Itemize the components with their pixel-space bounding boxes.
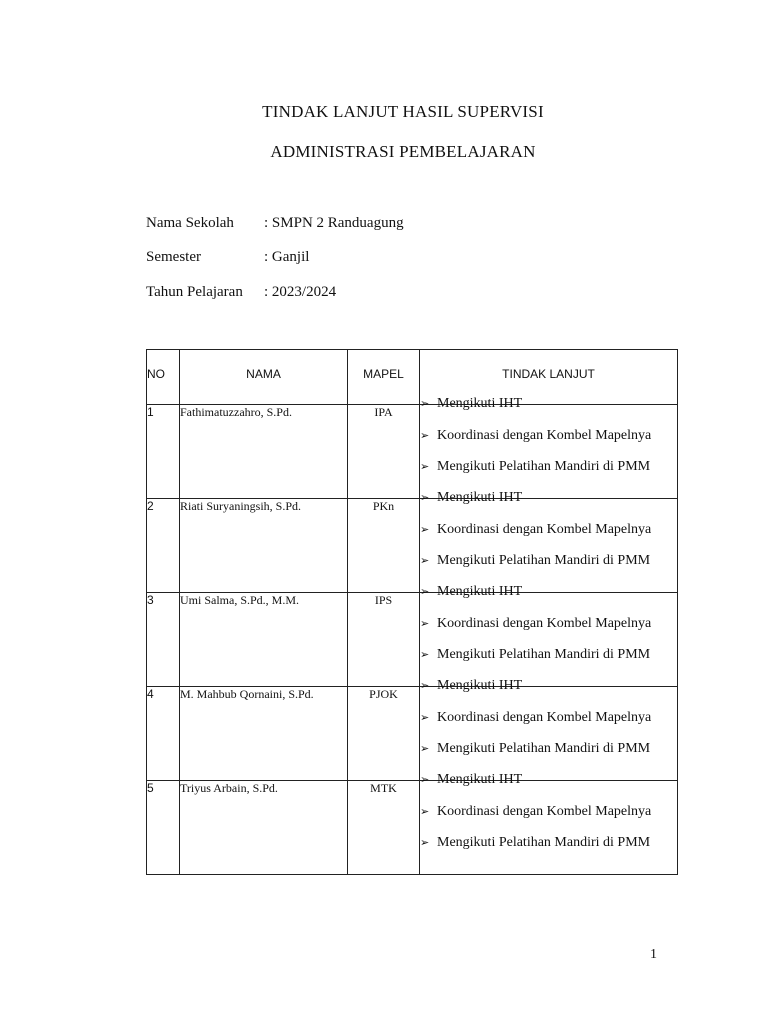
arrowhead-bullet-icon: ➢ — [420, 429, 430, 442]
arrowhead-bullet-icon: ➢ — [420, 836, 430, 849]
info-value: : 2023/2024 — [264, 284, 337, 300]
row-number: 1 — [147, 405, 180, 499]
row-number: 4 — [147, 687, 180, 781]
follow-up-item — [420, 711, 677, 742]
follow-up-item — [420, 460, 677, 491]
follow-up-text: Mengikuti Pelatihan Mandiri di PMM — [437, 741, 651, 756]
header-no: NO — [147, 350, 180, 405]
follow-up-text: Mengikuti IHT — [437, 584, 523, 599]
document-subtitle: ADMINISTRASI PEMBELAJARAN — [270, 142, 536, 161]
arrowhead-bullet-icon: ➢ — [420, 648, 430, 661]
follow-up-text: Mengikuti Pelatihan Mandiri di PMM — [437, 835, 651, 850]
follow-up-item — [420, 491, 677, 522]
follow-up-item — [420, 805, 677, 836]
follow-up-item — [420, 585, 677, 616]
document-title: TINDAK LANJUT HASIL SUPERVISI — [262, 102, 544, 121]
row-number: 5 — [147, 781, 180, 875]
header-tindak-lanjut: TINDAK LANJUT — [420, 350, 678, 405]
arrowhead-bullet-icon: ➢ — [420, 742, 430, 755]
arrowhead-bullet-icon: ➢ — [420, 773, 430, 786]
header-mapel: MAPEL — [348, 350, 420, 405]
arrowhead-bullet-icon: ➢ — [420, 554, 430, 567]
follow-up-text: Mengikuti Pelatihan Mandiri di PMM — [437, 647, 651, 662]
teacher-name: Umi Salma, S.Pd., M.M. — [180, 593, 348, 687]
follow-up-list — [420, 678, 678, 781]
subject: MTK — [348, 781, 420, 875]
arrowhead-bullet-icon: ➢ — [420, 460, 430, 473]
follow-up-text: Mengikuti Pelatihan Mandiri di PMM — [437, 459, 651, 474]
follow-up-text: Koordinasi dengan Kombel Mapelnya — [437, 804, 652, 819]
follow-up-text: Mengikuti IHT — [437, 678, 523, 693]
arrowhead-bullet-icon: ➢ — [420, 523, 430, 536]
teacher-name: M. Mahbub Qornaini, S.Pd. — [180, 687, 348, 781]
follow-up-item — [420, 679, 677, 710]
row-number: 3 — [147, 593, 180, 687]
table-row — [147, 593, 678, 687]
arrowhead-bullet-icon: ➢ — [420, 397, 430, 410]
subject: PKn — [348, 499, 420, 593]
follow-up-item — [420, 617, 677, 648]
follow-up-item — [420, 742, 677, 773]
teacher-name: Fathimatuzzahro, S.Pd. — [180, 405, 348, 499]
follow-up-text: Koordinasi dengan Kombel Mapelnya — [437, 522, 652, 537]
follow-up-text: Mengikuti IHT — [437, 772, 523, 787]
follow-up-table — [146, 349, 678, 875]
subject: PJOK — [348, 687, 420, 781]
follow-up-item — [420, 648, 677, 679]
follow-up-text: Mengikuti IHT — [437, 490, 523, 505]
row-number: 2 — [147, 499, 180, 593]
header-nama: NAMA — [180, 350, 348, 405]
arrowhead-bullet-icon: ➢ — [420, 585, 430, 598]
follow-up-item — [420, 554, 677, 585]
follow-up-text: Koordinasi dengan Kombel Mapelnya — [437, 616, 652, 631]
page-number: 1 — [650, 947, 657, 962]
info-label: Tahun Pelajaran — [146, 284, 243, 300]
follow-up-text: Koordinasi dengan Kombel Mapelnya — [437, 710, 652, 725]
info-label: Nama Sekolah — [146, 215, 234, 231]
subject: IPS — [348, 593, 420, 687]
follow-up-list — [420, 490, 678, 593]
arrowhead-bullet-icon: ➢ — [420, 491, 430, 504]
teacher-name: Riati Suryaningsih, S.Pd. — [180, 499, 348, 593]
info-value: : SMPN 2 Randuagung — [264, 215, 404, 231]
follow-up-item — [420, 429, 677, 460]
table-row — [147, 499, 678, 593]
teacher-name: Triyus Arbain, S.Pd. — [180, 781, 348, 875]
arrowhead-bullet-icon: ➢ — [420, 679, 430, 692]
follow-up-text: Koordinasi dengan Kombel Mapelnya — [437, 428, 652, 443]
table-row — [147, 687, 678, 781]
follow-up-item — [420, 397, 677, 428]
arrowhead-bullet-icon: ➢ — [420, 617, 430, 630]
follow-up-item — [420, 523, 677, 554]
table-row — [147, 781, 678, 875]
follow-up-text: Mengikuti IHT — [437, 396, 523, 411]
follow-up-list — [420, 772, 678, 875]
follow-up-item — [420, 836, 677, 867]
follow-up-item — [420, 773, 677, 804]
follow-up-list — [420, 396, 678, 499]
follow-up-text: Mengikuti Pelatihan Mandiri di PMM — [437, 553, 651, 568]
info-label: Semester — [146, 249, 201, 265]
table-row — [147, 405, 678, 499]
arrowhead-bullet-icon: ➢ — [420, 711, 430, 724]
info-value: : Ganjil — [264, 249, 310, 265]
subject: IPA — [348, 405, 420, 499]
arrowhead-bullet-icon: ➢ — [420, 805, 430, 818]
follow-up-list — [420, 584, 678, 687]
